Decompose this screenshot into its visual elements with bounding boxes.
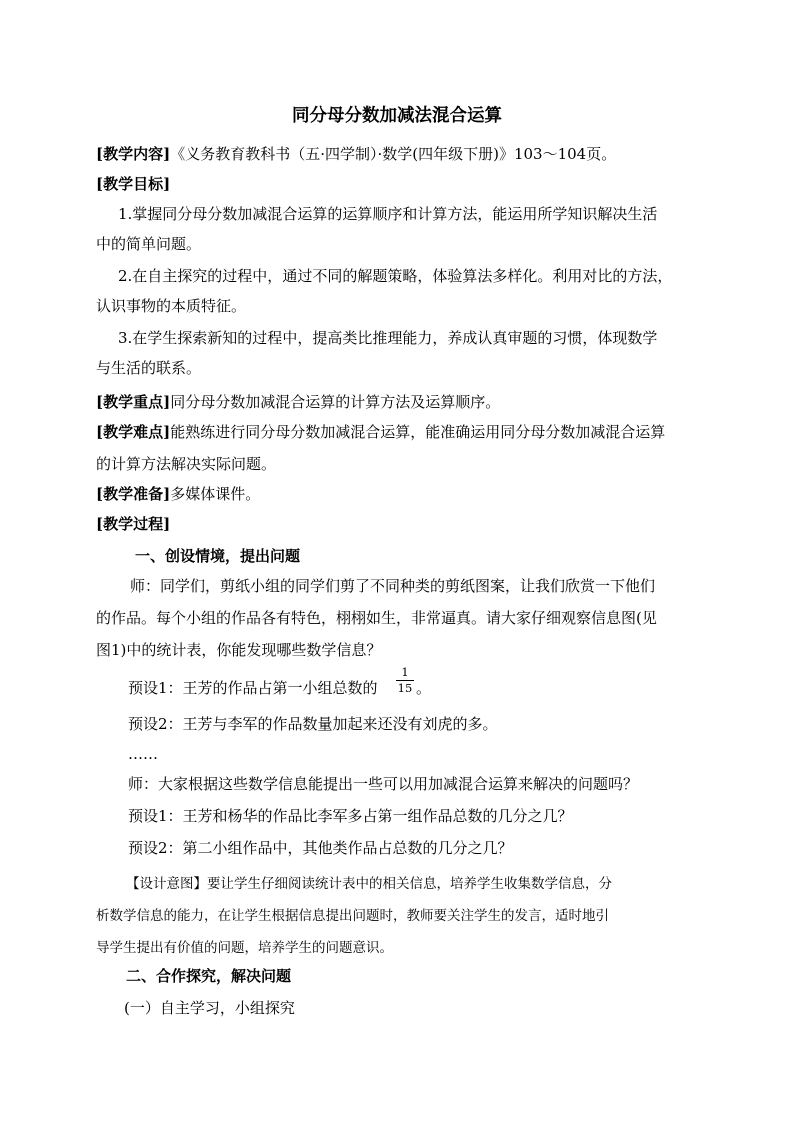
fraction-numerator: 1 xyxy=(401,665,409,679)
difficulty-line-a xyxy=(96,422,665,442)
goal-3-line-b: 与生活的联系。 xyxy=(96,359,202,377)
preset-3-line: 预设1：王芳和杨华的作品比李军多占第一组作品总数的几分之几？ xyxy=(128,807,573,825)
content-text: 《义务教育教科书（五·四学制）·数学(四年级下册)》103～104页。 xyxy=(170,145,617,163)
paragraph-1-line-c: 图1)中的统计表，你能发现哪些数学信息？ xyxy=(96,641,382,659)
preset-1-text: 预设1：王芳的作品占第一小组总数的 xyxy=(128,679,378,697)
key-point-line xyxy=(96,392,500,412)
goal-2-line-b: 认识事物的本质特征。 xyxy=(96,297,247,315)
prep-text: 多媒体课件。 xyxy=(170,485,261,503)
preset-1-end: 。 xyxy=(416,679,432,697)
goal-1-line-b: 中的简单问题。 xyxy=(96,235,202,253)
fraction-one-fifteenth xyxy=(396,666,414,695)
goal-1-line-a: 1.掌握同分母分数加减混合运算的运算顺序和计算方法，能运用所学知识解决生活 xyxy=(118,205,658,223)
page-title: 同分母分数加减法混合运算 xyxy=(292,106,502,126)
ellipsis: …… xyxy=(128,745,158,763)
section-2-subheading: (一）自主学习，小组探究 xyxy=(124,999,295,1017)
preset-2-line: 预设2：王芳与李军的作品数量加起来还没有刘虎的多。 xyxy=(128,715,498,733)
preset-1-line xyxy=(128,678,378,698)
difficulty-label: [教学难点] xyxy=(96,423,171,441)
design-intent-line-c: 导学生提出有价值的问题，培养学生的问题意识。 xyxy=(96,940,393,956)
design-intent-line-a: 【设计意图】要让学生仔细阅读统计表中的相关信息，培养学生收集数学信息，分 xyxy=(126,876,612,892)
fraction-denominator: 15 xyxy=(397,681,413,695)
section-2-heading: 二、合作探究，解决问题 xyxy=(126,967,292,985)
design-intent-line-b: 析数学信息的能力，在让学生根据信息提出问题时，教师要关注学生的发言，适时地引 xyxy=(96,908,609,924)
preset-4-line: 预设2：第二小组作品中，其他类作品占总数的几分之几？ xyxy=(128,839,513,857)
content-label: [教学内容] xyxy=(96,145,171,163)
key-point-text: 同分母分数加减混合运算的计算方法及运算顺序。 xyxy=(170,393,501,411)
paragraph-1-line-b: 的作品。每个小组的作品各有特色，栩栩如生，非常逼真。请大家仔细观察信息图(见 xyxy=(96,609,657,627)
difficulty-text-a: 能熟练进行同分母分数加减混合运算，能准确运用同分母分数加减混合运算 xyxy=(170,423,666,441)
teacher-question: 师：大家根据这些数学信息能提出一些可以用加减混合运算来解决的问题吗？ xyxy=(128,775,639,793)
content-line xyxy=(96,144,616,164)
section-1-heading: 一、创设情境，提出问题 xyxy=(135,547,301,565)
goals-label: [教学目标] xyxy=(96,175,171,193)
goal-2-line-a: 2.在自主探究的过程中，通过不同的解题策略，体验算法多样化。利用对比的方法， xyxy=(118,267,673,285)
key-point-label: [教学重点] xyxy=(96,393,171,411)
prep-label: [教学准备] xyxy=(96,485,171,503)
process-label: [教学过程] xyxy=(96,515,171,533)
prep-line xyxy=(96,484,260,504)
paragraph-1-line-a: 师：同学们，剪纸小组的同学们剪了不同种类的剪纸图案，让我们欣赏一下他们 xyxy=(130,577,656,595)
goal-3-line-a: 3.在学生探索新知的过程中，提高类比推理能力，养成认真审题的习惯，体现数学 xyxy=(118,329,658,347)
difficulty-line-b: 的计算方法解决实际问题。 xyxy=(96,455,277,473)
